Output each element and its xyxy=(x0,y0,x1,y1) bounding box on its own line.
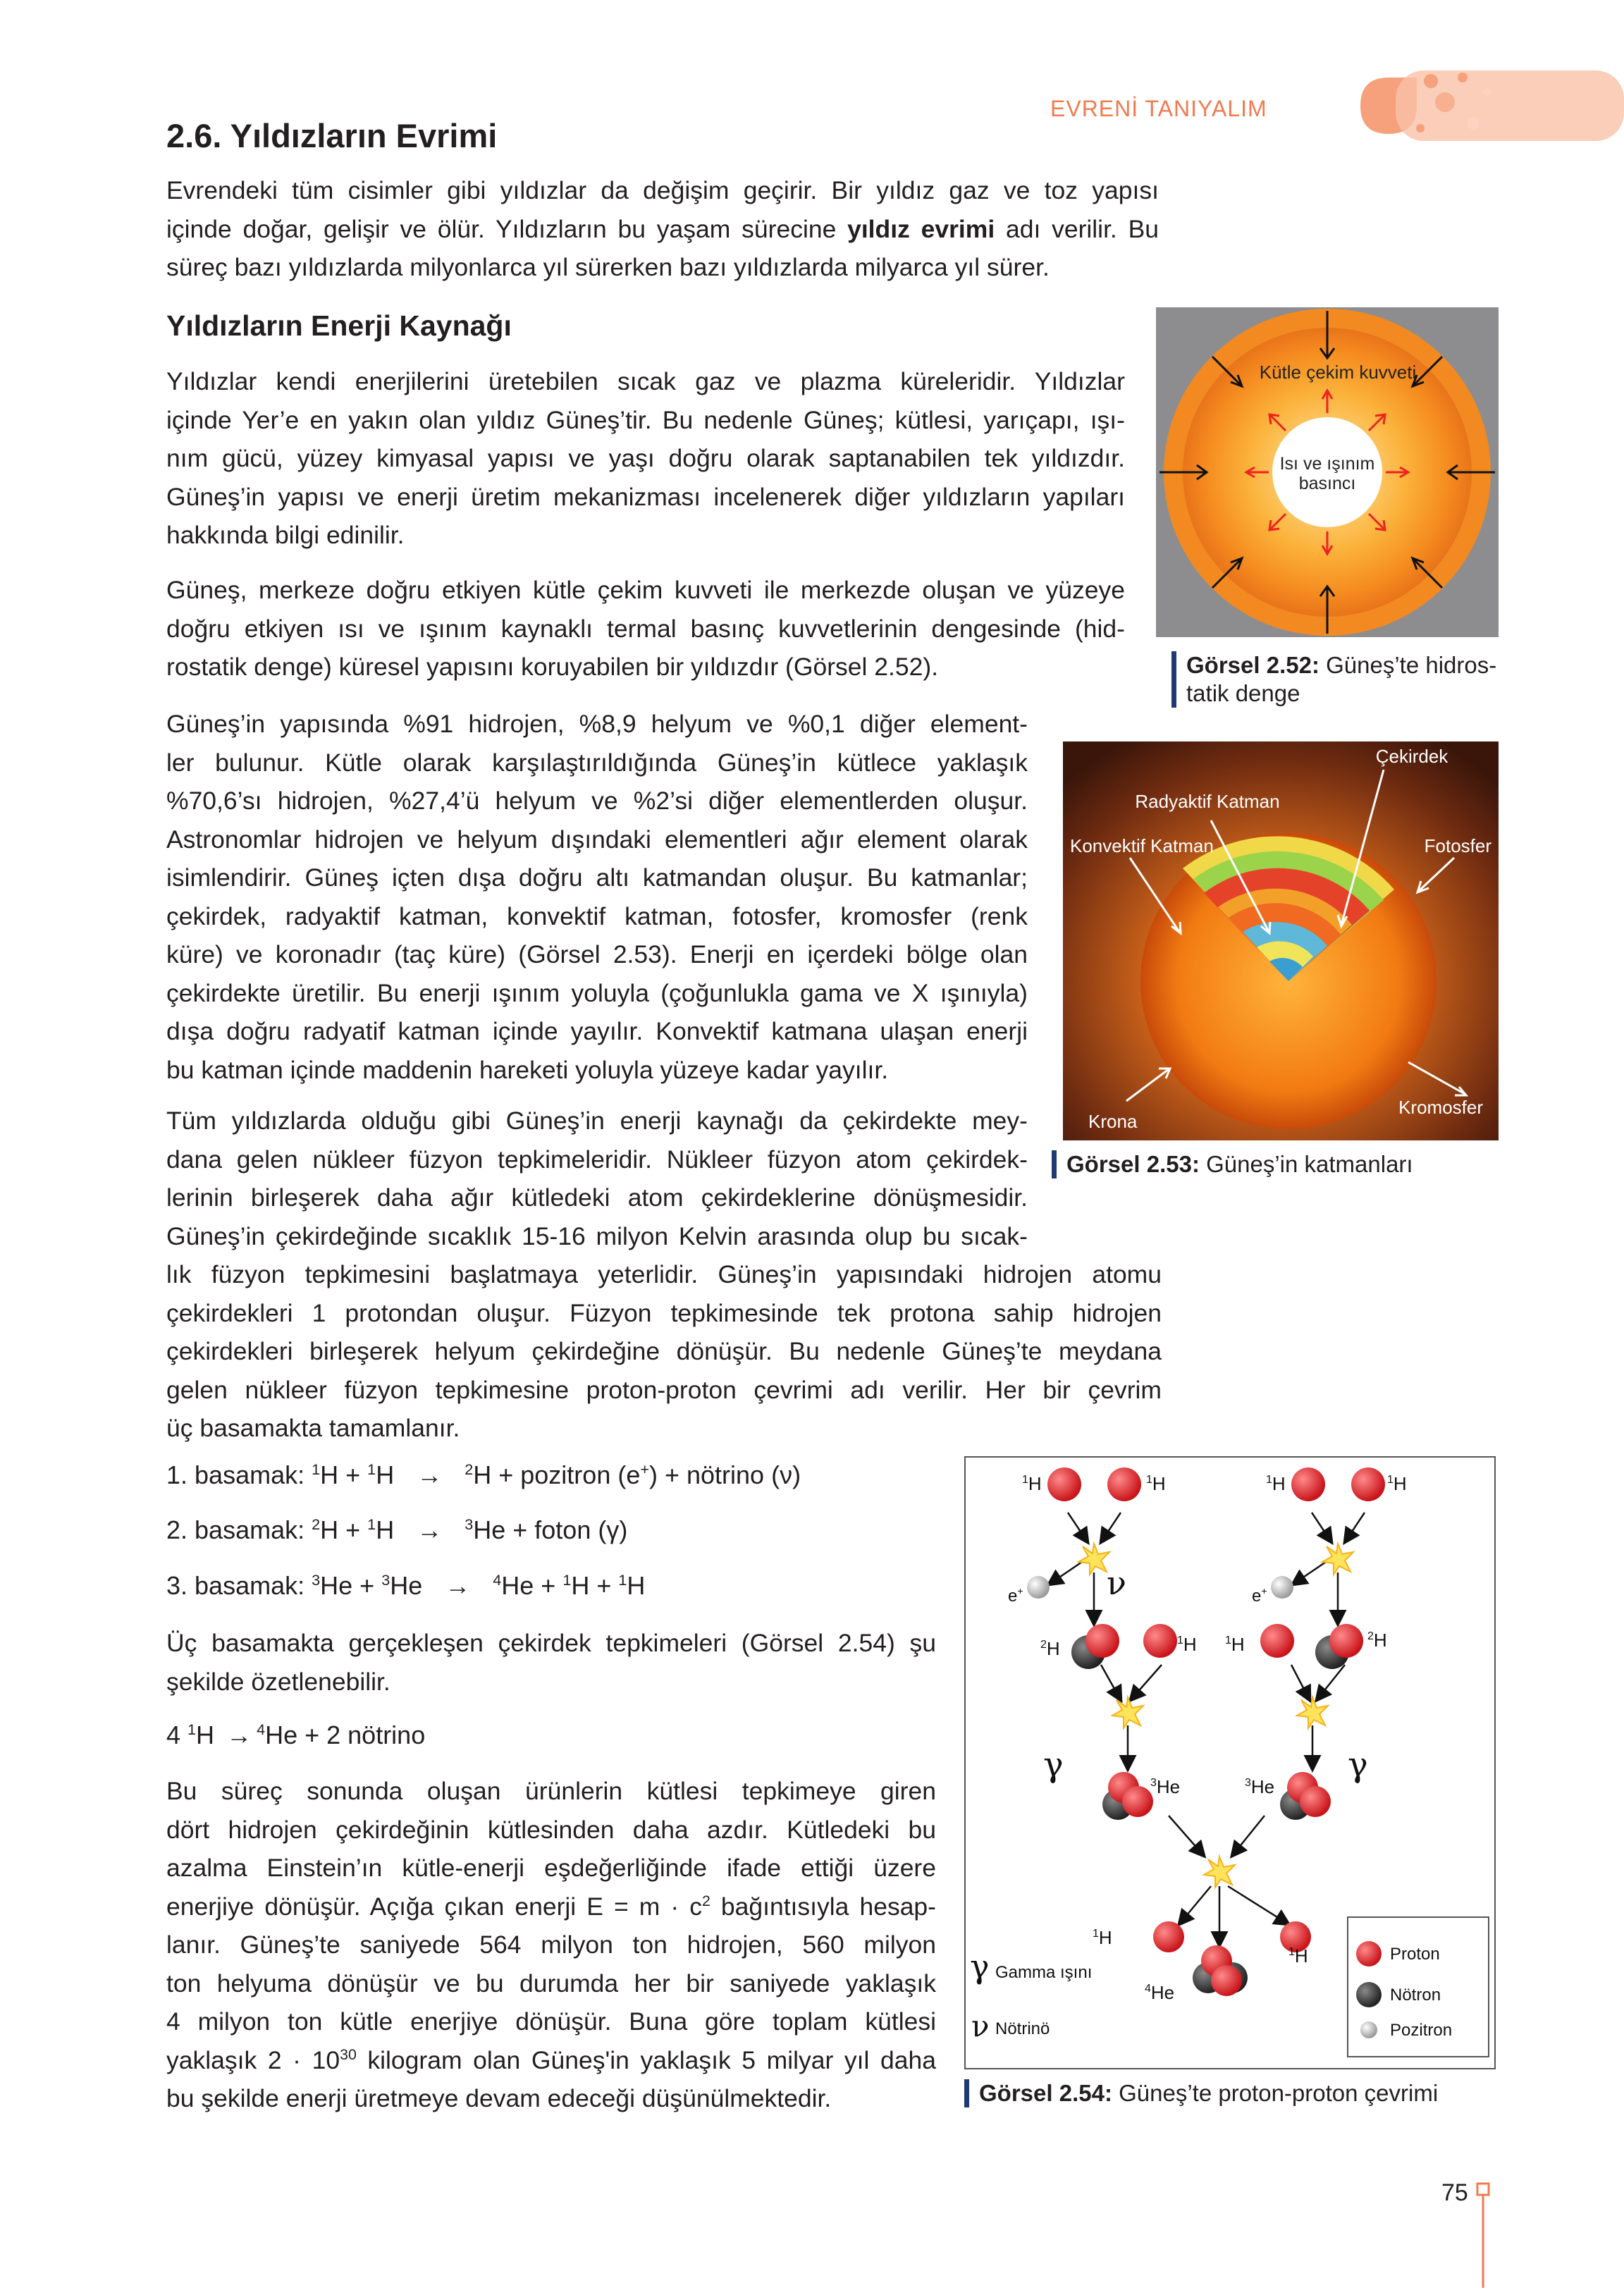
caption-text: Güneş’in katmanları xyxy=(1199,1151,1413,1177)
intro-paragraph xyxy=(166,171,1159,287)
paragraph-1 xyxy=(166,362,1125,555)
chromosphere-label: Kromosfer xyxy=(1398,1097,1483,1118)
proton xyxy=(1291,1467,1325,1501)
mass-number: 1 xyxy=(562,1571,572,1589)
text-line: Güneş’in yapısında %91 hidrojen, %8,9 helyum ve %0,1 diğer element- xyxy=(166,710,1028,738)
text-line: azalma Einstein’ın kütle-enerji eşdeğerliğinde ifade ettiği üzere xyxy=(166,1854,936,1882)
paragraph-5 xyxy=(166,1624,936,1701)
svg-text:1H: $^1$H xyxy=(1177,1634,1197,1655)
mass-number: 1 xyxy=(618,1571,627,1589)
step-3 xyxy=(166,1571,645,1601)
mass-number: 3 xyxy=(465,1515,474,1533)
caption-text: tatik denge xyxy=(1186,680,1300,706)
reactant: H + xyxy=(320,1460,368,1489)
text-line: Yıldızlar kendi enerjilerini üretebilen sıcak gaz ve plazma küreleridir. Yıldızlar xyxy=(166,367,1125,395)
reactant: H xyxy=(376,1460,395,1489)
text-line: şekilde özetlenebilir. xyxy=(166,1667,390,1696)
text-line: dört hidrojen çekirdeğinin kütlesinden daha azdır. Kütledeki bu xyxy=(166,1815,936,1844)
svg-text:1H: $^1$H xyxy=(1288,1945,1308,1966)
legend-proton-marker xyxy=(1356,1941,1382,1966)
text-line: ler bulunur. Kütle olarak karşılaştırıldığında Güneş’in kütlece yaklaşık xyxy=(166,748,1028,777)
proton xyxy=(1107,1467,1141,1501)
text-line: Üç basamakta gerçekleşen çekirdek tepkimeleri (Görsel 2.54) şu xyxy=(166,1629,936,1657)
text-line: hakkında bilgi edinilir. xyxy=(166,521,405,549)
legend-box xyxy=(1348,1917,1489,2057)
text-line: küre) ve koronadır (taç küre) (Görsel 2.53). Enerji en içerdeki bölge olan xyxy=(166,940,1028,968)
text-line: lerinin birleşerek daha ağır kütledeki atom çekirdeklerine dönüşmesidir. xyxy=(166,1183,1028,1212)
core-label: Çekirdek xyxy=(1375,746,1448,767)
text-line: bu şekilde enerji üretmeye devam edeceği düşünülmektedir. xyxy=(166,2084,832,2112)
proton xyxy=(1351,1467,1385,1501)
step-label: 2. basamak: xyxy=(166,1515,305,1544)
text-line: içinde doğar, gelişir ve ölür. Yıldızların bu yaşam sürecine xyxy=(166,214,848,243)
text-line: adı verilir. Bu xyxy=(995,214,1159,243)
svg-text:3He: $^3$He xyxy=(1150,1776,1181,1797)
hydrostatic-equilibrium-figure xyxy=(1156,307,1499,637)
reactant: H + xyxy=(320,1515,368,1544)
step-1 xyxy=(166,1460,801,1490)
legend-positron-marker xyxy=(1360,2021,1377,2038)
mass-number: 1 xyxy=(187,1720,197,1738)
text-line: 4 milyon ton kütle enerjiye dönüşür. Buna göre toplam kütlesi xyxy=(166,2007,936,2036)
text-line: ton helyuma dönüşür ve bu durumda her bir saniyede yaklaşık xyxy=(166,1969,936,1997)
svg-text:1H: $^1$H xyxy=(1093,1927,1112,1948)
text-line: isimlendirir. Güneş içten dışa doğru altı katmandan oluşur. Bu katmanlar; xyxy=(166,863,1028,892)
figure-2-52-caption xyxy=(1171,651,1525,708)
caption-label: Görsel 2.53: xyxy=(1066,1151,1200,1177)
text-line: süreç bazı yıldızlarda milyonlarca yıl sürerken bazı yıldızlarda milyarca yıl sürer. xyxy=(166,253,1050,281)
proton-proton-chain-figure xyxy=(964,1456,1496,2069)
text-line: bu katman içinde maddenin hareketi yoluyla yüzeye kadar yayılır. xyxy=(166,1055,889,1084)
product: H + pozitron (e xyxy=(473,1460,641,1489)
text-line: çekirdek, radyaktif katman, konvektif katman, fotosfer, kromosfer (renk xyxy=(166,901,1028,930)
product: ) + nötrino (ν) xyxy=(648,1460,801,1489)
positron xyxy=(1271,1576,1293,1599)
proton xyxy=(1260,1624,1294,1658)
positron xyxy=(1027,1576,1050,1599)
product: H + xyxy=(571,1571,619,1600)
svg-text:1H: $^1$H xyxy=(1146,1473,1166,1494)
text-line: enerjiye dönüşür. Açığa çıkan enerji E = m · c xyxy=(166,1892,702,1921)
page-marker-icon xyxy=(1476,2182,1491,2288)
mass-number: 4 xyxy=(257,1720,266,1738)
legend-proton-label: Proton xyxy=(1390,1945,1440,1964)
proton xyxy=(1329,1624,1363,1658)
text-line: kilogram olan Güneş'in yaklaşık 5 milyar yıl daha xyxy=(356,2045,936,2074)
text-line: bağıntısıyla hesap- xyxy=(710,1892,937,1921)
svg-text:2H: $^2$H xyxy=(1367,1630,1387,1651)
svg-text:4He: $^4$He xyxy=(1145,1982,1175,2003)
summary-equation xyxy=(166,1720,425,1750)
corona-label: Krona xyxy=(1088,1111,1138,1132)
proton xyxy=(1153,1921,1184,1952)
legend-neutron-label: Nötron xyxy=(1390,1986,1441,2005)
subsection-title: Yıldızların Enerji Kaynağı xyxy=(166,309,512,342)
text-line: Güneş’in yapısı ve enerji üretim mekanizması incelenerek diğer yıldızların yapıları xyxy=(166,482,1125,511)
reaction-arrow: → xyxy=(445,1571,471,1600)
key-term: yıldız evrimi xyxy=(847,214,995,243)
step-2 xyxy=(166,1515,627,1545)
text-line: rostatik denge) küresel yapısını koruyabilen bir yıldızdır (Görsel 2.52). xyxy=(166,653,939,681)
paragraph-3 xyxy=(166,705,1028,1089)
legend-gamma-symbol: γ xyxy=(970,1947,990,1986)
exponent: 2 xyxy=(701,1892,710,1909)
svg-text:1H: $^1$H xyxy=(1225,1634,1245,1655)
legend-neutrino-symbol: ν xyxy=(971,2009,990,2043)
text-line: lanır. Güneş’te saniyede 564 milyon ton hidrojen, 560 milyon xyxy=(166,1931,936,1959)
gamma-symbol: γ xyxy=(1043,1745,1064,1785)
step-label: 1. basamak: xyxy=(166,1460,305,1489)
gamma-symbol: γ xyxy=(1348,1745,1368,1785)
reactant: H xyxy=(376,1515,395,1544)
radiative-layer-label: Radyaktif Katman xyxy=(1135,791,1280,812)
mass-number: 4 xyxy=(493,1571,502,1589)
pressure-label-line2: basıncı xyxy=(1298,474,1356,493)
caption-label: Görsel 2.54: xyxy=(979,2080,1112,2106)
reaction-arrow: → xyxy=(417,1515,443,1544)
proton xyxy=(1211,1965,1242,1996)
proton xyxy=(1047,1467,1081,1501)
text-line: Güneş’in çekirdeğinde sıcaklık 15-16 milyon Kelvin arasında olup bu sıcak- xyxy=(166,1221,1028,1250)
svg-text:1H: $^1$H xyxy=(1387,1473,1407,1494)
exponent: 30 xyxy=(340,2045,357,2063)
mass-number: 3 xyxy=(381,1571,390,1589)
svg-text:3He: $^3$He xyxy=(1245,1776,1275,1797)
proton xyxy=(1085,1624,1119,1658)
proton xyxy=(1143,1624,1177,1658)
section-title: 2.6. Yıldızların Evrimi xyxy=(166,117,498,154)
caption-text: Güneş’te proton-proton çevrimi xyxy=(1112,2080,1439,2106)
running-header: EVRENİ TANIYALIM xyxy=(1050,96,1267,121)
caption-text: Güneş’te hidros- xyxy=(1319,652,1497,678)
text-line: Tüm yıldızlarda olduğu gibi Güneş’in enerji kaynağı da çekirdekte mey- xyxy=(166,1107,1028,1135)
photosphere-label: Fotosfer xyxy=(1424,835,1491,856)
mass-number: 2 xyxy=(465,1460,474,1478)
neutrino-symbol: ν xyxy=(1107,1564,1126,1602)
svg-text:e+: e+ xyxy=(1008,1585,1023,1606)
product: H xyxy=(627,1571,646,1600)
reaction-arrow: → xyxy=(417,1460,443,1489)
legend-neutrino-label: Nötrinö xyxy=(995,2019,1050,2038)
svg-text:1H: $^1$H xyxy=(1022,1473,1042,1494)
text-line: doğru etkiyen ısı ve ışınım kaynaklı termal basınç kuvvetlerinin dengesinde (hid- xyxy=(166,614,1125,643)
mass-number: 1 xyxy=(367,1515,376,1533)
mass-number: 2 xyxy=(312,1515,321,1533)
text-line: nım gücü, yüzey kimyasal yapısı ve yaşı doğru olarak saptanabilen tek yıldızdır. xyxy=(166,444,1125,472)
proton xyxy=(1300,1786,1331,1817)
pressure-label-line1: Isı ve ışınım xyxy=(1279,454,1375,474)
text-line: gelen nükleer füzyon tepkimesine proton-proton çevrimi adı verilir. Her bir çevrim xyxy=(166,1375,1162,1404)
legend-neutron-marker xyxy=(1356,1982,1382,2007)
reactant: H xyxy=(196,1720,215,1749)
proton xyxy=(1122,1786,1153,1817)
paragraph-6 xyxy=(166,1772,936,2118)
charge: + xyxy=(640,1460,649,1478)
convective-layer-label: Konvektif Katman xyxy=(1070,835,1214,856)
page-number: 75 xyxy=(1441,2179,1468,2206)
paragraph-2 xyxy=(166,571,1125,687)
text-line: dana gelen nükleer füzyon tepkimeleridir. Nükleer füzyon atom çekirdek- xyxy=(166,1145,1028,1174)
header-decoration-icon xyxy=(1311,63,1624,148)
mass-number: 1 xyxy=(367,1460,376,1478)
svg-text:1H: $^1$H xyxy=(1266,1473,1286,1494)
product: He + xyxy=(501,1571,563,1600)
text-line: Evrendeki tüm cisimler gibi yıldızlar da değişim geçirir. Bir yıldız gaz ve toz yapısı xyxy=(166,176,1159,204)
product: He + 2 nötrino xyxy=(265,1720,426,1749)
gravity-label: Kütle çekim kuvveti xyxy=(1259,362,1417,383)
caption-label: Görsel 2.52: xyxy=(1186,652,1320,678)
sun-layers-figure xyxy=(1063,741,1499,1140)
text-line: içinde Yer’e en yakın olan yıldız Güneş’tir. Bu nedenle Güneş; kütlesi, yarıçapı, ışı- xyxy=(166,405,1125,434)
text-line: %70,6’sı hidrojen, %27,4’ü helyum ve %2’si diğer elementlerden oluşur. xyxy=(166,787,1028,815)
reaction-arrow: → xyxy=(226,1720,252,1749)
figure-2-54-caption xyxy=(964,2079,1515,2107)
text-line: lık füzyon tepkimesini başlatmaya yeterlidir. Güneş’in yapısındaki hidrojen atomu xyxy=(166,1260,1162,1288)
text-line: çekirdekte üretilir. Bu enerji ışınım yoluyla (çoğunlukla gama ve X ışınıyla) xyxy=(166,978,1028,1007)
text-line: Bu süreç sonunda oluşan ürünlerin kütlesi tepkimeye giren xyxy=(166,1777,936,1805)
reactant: He + xyxy=(320,1571,382,1600)
svg-text:e+: e+ xyxy=(1252,1585,1267,1606)
coefficient: 4 xyxy=(166,1720,188,1749)
svg-text:2H: $^2$H xyxy=(1040,1638,1060,1659)
text-line: üç basamakta tamamlanır. xyxy=(166,1414,460,1442)
step-label: 3. basamak: xyxy=(166,1571,305,1600)
product: He + foton (γ) xyxy=(473,1515,628,1544)
text-line: çekirdekleri birleşerek helyum çekirdeğine dönüşür. Bu nedenle Güneş’te meydana xyxy=(166,1337,1162,1365)
legend-positron-label: Pozitron xyxy=(1390,2021,1453,2040)
text-line: Astronomlar hidrojen ve helyum dışındaki elementleri ağır element olarak xyxy=(166,825,1028,854)
paragraph-4 xyxy=(166,1102,1162,1448)
text-line: Güneş, merkeze doğru etkiyen kütle çekim kuvveti ile merkezde oluşan ve yüzeye xyxy=(166,576,1125,604)
text-line: dışa doğru radyatif katman içinde yayılır. Konvektif katmana ulaşan enerji xyxy=(166,1017,1028,1045)
reactant: He xyxy=(390,1571,423,1600)
mass-number: 1 xyxy=(312,1460,321,1478)
legend-gamma-label: Gamma ışını xyxy=(995,1963,1093,1982)
mass-number: 3 xyxy=(312,1571,321,1589)
text-line: yaklaşık 2 · 10 xyxy=(166,2045,340,2074)
text-line: çekirdekleri 1 protondan oluşur. Füzyon tepkimesinde tek protona sahip hidrojen xyxy=(166,1298,1162,1327)
